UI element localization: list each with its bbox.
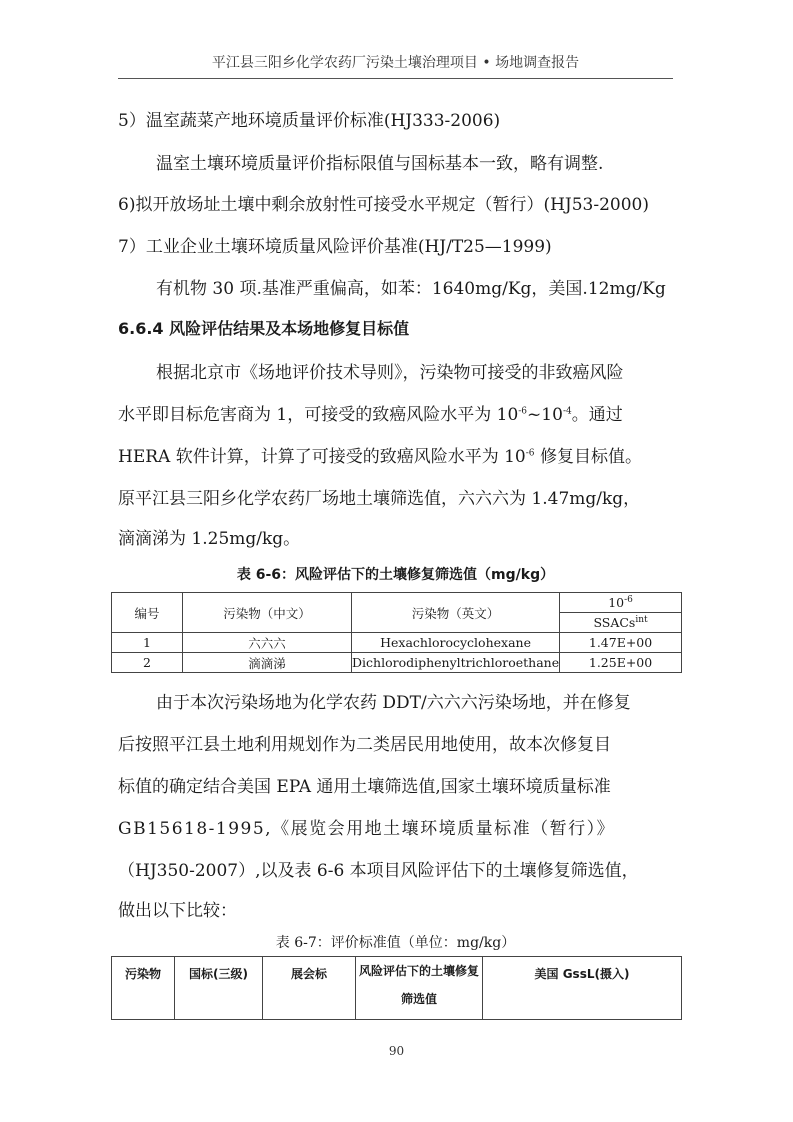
page-number: 90 (388, 1044, 405, 1058)
text-span: 10 (608, 595, 625, 610)
superscript: -6 (624, 594, 633, 605)
header-cell: 展会标 (263, 957, 356, 1020)
paragraph: 温室土壤环境质量评价指标限值与国标基本一致，略有调整. (156, 154, 604, 174)
body-line: 根据北京市《场地评价技术导则》，污染物可接受的非致癌风险 (156, 363, 624, 383)
table-caption: 表 6-6：风险评估下的土壤修复筛选值（mg/kg） (236, 567, 555, 583)
body-line: （HJ350-2007）,以及表 6-6 本项目风险评估下的土壤修复筛选值， (118, 861, 639, 881)
table-cell: 2 (112, 653, 183, 673)
header-cell: 国标(三级) (175, 957, 263, 1020)
section-heading: 6.6.4 风险评估结果及本场地修复目标值 (118, 319, 410, 338)
table-cell: 1.47E+00 (560, 633, 682, 653)
text-span: 修复目标值。 (534, 447, 642, 467)
header-cell: 风险评估下的土壤修复筛选值 (356, 957, 483, 1020)
body-line: 原平江县三阳乡化学农药厂场地土壤筛选值，六六六为 1.47mg/kg， (118, 489, 641, 509)
table-row (112, 653, 682, 673)
table-row (112, 633, 682, 653)
header-cell (560, 613, 682, 633)
paragraph: 7）工业企业土壤环境质量风险评价基准(HJ/T25—1999) (118, 237, 552, 257)
table-cell: 六六六 (183, 633, 352, 653)
header-cell: 污染物 (112, 957, 175, 1020)
body-line: 做出以下比较： (118, 901, 237, 921)
body-line (118, 400, 623, 425)
superscript: -4 (562, 406, 572, 417)
body-line: 由于本次污染场地为化学农药 DDT/六六六污染场地，并在修复 (156, 693, 631, 713)
text-span: 。通过 (571, 405, 623, 425)
header-cell (560, 593, 682, 613)
header-cell: 编号 (112, 593, 183, 633)
superscript: -6 (525, 448, 535, 459)
table-header-row (112, 957, 682, 1020)
text-span: HERA 软件计算，计算了可接受的致癌风险水平为 10 (118, 447, 526, 467)
evaluation-standards-table (111, 956, 682, 1020)
header-divider (118, 78, 673, 79)
header-cell: 美国 GssL(摄入) (483, 957, 682, 1020)
body-line (118, 442, 642, 467)
superscript: int (635, 614, 648, 625)
body-line: 滴滴涕为 1.25mg/kg。 (118, 529, 301, 549)
paragraph: 5）温室蔬菜产地环境质量评价标准(HJ333-2006) (118, 111, 501, 131)
superscript: -6 (518, 406, 528, 417)
table-cell: 1.25E+00 (560, 653, 682, 673)
body-line: GB15618-1995,《展览会用地土壤环境质量标准（暂行）》 (118, 819, 616, 839)
text-span: 水平即目标危害商为 1，可接受的致癌风险水平为 10 (118, 405, 519, 425)
table-caption: 表 6-7：评价标准值（单位：mg/kg） (275, 935, 516, 951)
header-cell: 污染物（英文） (352, 593, 560, 633)
screening-values-table (111, 592, 682, 673)
body-line: 后按照平江县土地利用规划作为二类居民用地使用，故本次修复目 (118, 735, 611, 755)
table-cell: Hexachlorocyclohexane (352, 633, 560, 653)
running-header: 平江县三阳乡化学农药厂污染土壤治理项目 • 场地调查报告 (211, 55, 580, 71)
text-span: SSACs (593, 615, 636, 630)
table-cell: 1 (112, 633, 183, 653)
body-line: 标值的确定结合美国 EPA 通用土壤筛选值,国家土壤环境质量标准 (118, 777, 611, 797)
table-cell: 滴滴涕 (183, 653, 352, 673)
paragraph: 6)拟开放场址土壤中剩余放射性可接受水平规定（暂行）(HJ53-2000) (118, 195, 649, 215)
text-span: ~10 (527, 405, 563, 425)
header-cell: 污染物（中文） (183, 593, 352, 633)
table-cell: Dichlorodiphenyltrichloroethane (352, 653, 560, 673)
paragraph: 有机物 30 项.基准严重偏高，如苯：1640mg/Kg，美国.12mg/Kg (156, 279, 666, 299)
